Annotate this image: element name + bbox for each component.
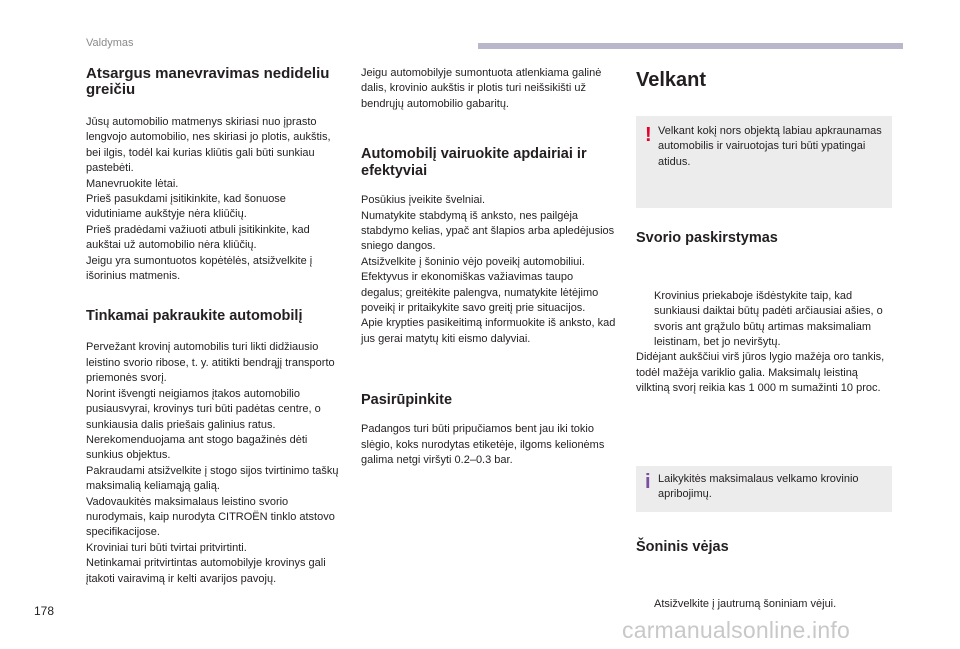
warning-text: Velkant kokį nors objektą labiau apkraunamas automobilis ir vairuotojas turi būti ypatingai atidus. xyxy=(658,125,882,168)
watermark: carmanualsonline.info xyxy=(622,617,850,643)
page-number: 178 xyxy=(34,604,55,618)
bullet-text-weight: Krovinius priekaboje išdėstykite taip, kad sunkiausi daiktai būtų padėti arčiausiai ašies, o svoris ant grąžulo būtų artimas maksimaliam leistinam, bet jo neviršytų. xyxy=(654,289,883,349)
heading-crosswind: Šoninis vėjas xyxy=(636,538,729,555)
paragraph-driving: Posūkius įveikite švelniai. Numatykite stabdymą iš anksto, nes pailgėja stabdymo kelias, ypač ant šlapios arba apledėjusios sniego dangos. Atsižvelkite į šoninio vėjo poveikį automobiliui. Efektyvus ir ekonomiškas važiavimas taupo degalus; greitėkite palengva, numatykite lėtėjimo poveikį ir pritaikykite savo greitį prie situacijos. Apie krypties pasikeitimą informuokite iš anksto, kad jus gerai matytų kiti eismo dalyviai. xyxy=(361,194,616,345)
heading-loading: Tinkamai pakraukite automobilį xyxy=(86,308,303,325)
warning-icon: ! xyxy=(645,124,652,146)
paragraph-maneuvering: Jūsų automobilio matmenys skiriasi nuo įprasto lengvojo automobilio, nes skiriasi jo plotis, aukštis, bei ilgis, todėl kai kurias kliūtis gali būti sunkiau pastebėti. Manevruokite lėtai. Prieš pasukdami įsitikinkite, kad šonuose vidutiniame aukštyje nėra kliūčių. Prieš pradėdami važiuoti atbuli įsitikinkite, kad aukštai už automobilio nėra kliūčių. Jeigu yra sumontuotos kopėtėlės, atsižvelkite į išorinius matmenis. xyxy=(86,116,331,283)
heading-drive-carefully: Automobilį vairuokite apdairiai ir efektyviai xyxy=(361,146,587,180)
header-bar xyxy=(478,43,903,49)
column-right xyxy=(636,66,892,613)
info-icon: i xyxy=(645,470,651,493)
bullet-text-crosswind: Atsižvelkite į jautrumą šoniniam vėjui. xyxy=(654,598,837,611)
paragraph-tyres: Padangos turi būti pripučiamos bent jau iki tokio slėgio, koks nurodytas etiketėje, ilgoms kelionėms galima netgi viršyti 0.2–0.3 bar. xyxy=(361,423,605,467)
info-box xyxy=(636,466,892,512)
list-item-weight xyxy=(636,258,892,350)
list-item-crosswind xyxy=(636,567,892,613)
section-title: Valdymas xyxy=(86,37,134,49)
paragraph-altitude: Didėjant aukščiui virš jūros lygio mažėja oro tankis, todėl mažėja variklio galia. Maksimalų leistiną vilktiną svorį reikia kas 1 000 m sumažinti 10 proc. xyxy=(636,351,885,395)
column-middle xyxy=(361,66,616,469)
heading-towing: Velkant xyxy=(636,69,707,91)
paragraph-tailgate: Jeigu automobilyje sumontuota atlenkiama galinė dalis, krovinio aukštis ir plotis turi neišsikišti už bendrųjų automobilio gabaritų. xyxy=(361,67,602,110)
paragraph-loading: Pervežant krovinį automobilis turi likti didžiausio leistino svorio ribose, t. y. atitikti bendrąjį transporto priemonės svorį. Norint išvengti neigiamos įtakos automobilio pusiausvyrai, krovinys turi būti padėtas centre, o sunkiausia dalis priešais galinius ratus. Nerekomenduojama ant stogo bagažinės dėti sunkius objektus. Pakraudami atsižvelkite į stogo sijos tvirtinimo taškų maksimalią keliamąją galią. Vadovaukitės maksimalaus leistino svorio nurodymais, kaip nurodyta CITROËN tinklo atstovo specifikacijose. Kroviniai turi būti tvirtai pritvirtinti. Netinkamai pritvirtintas automobilyje krovinys gali įtakoti vairavimą ir kelti avarijos pavojų. xyxy=(86,341,339,585)
heading-care: Pasirūpinkite xyxy=(361,392,453,409)
column-left xyxy=(86,66,341,587)
heading-weight-distribution: Svorio paskirstymas xyxy=(636,230,778,246)
info-text: Laikykitės maksimalaus velkamo krovinio apribojimų. xyxy=(658,472,859,501)
heading-slow-maneuvering: Atsargus manevravimas nedideliu greičiu xyxy=(86,65,330,98)
warning-box xyxy=(636,116,892,208)
